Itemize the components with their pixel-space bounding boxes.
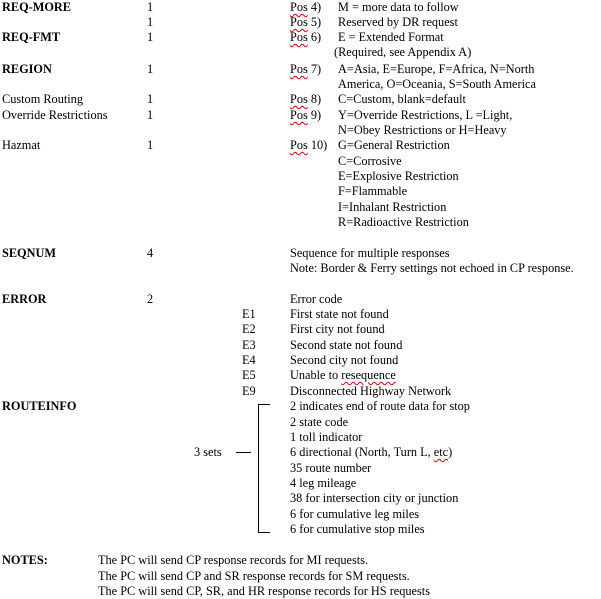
misspelled-word: etc — [433, 445, 449, 459]
field-position — [290, 62, 321, 77]
field-name: REGION — [2, 62, 52, 76]
error-description: Second state not found — [290, 338, 403, 352]
error-description: Disconnected Highway Network — [290, 384, 452, 398]
bracket-bottom — [258, 532, 270, 533]
error-code: E2 — [242, 322, 256, 336]
field-name: Custom Routing — [2, 92, 83, 106]
field-description: Y=Override Restrictions, L =Light, — [338, 108, 513, 122]
bracket-top — [258, 404, 270, 405]
field-length: 4 — [147, 246, 154, 260]
field-name: ERROR — [2, 292, 47, 306]
field-length: 1 — [147, 92, 154, 106]
field-description: Reserved by DR request — [338, 15, 458, 29]
field-name: ROUTEINFO — [2, 399, 77, 413]
field-description: E = Extended Format — [338, 30, 444, 44]
notes-label: NOTES: — [2, 553, 48, 567]
field-description: M = more data to follow — [338, 0, 459, 14]
field-description: Sequence for multiple responses — [290, 246, 450, 260]
field-length: 2 — [147, 292, 154, 306]
error-code: E9 — [242, 384, 256, 398]
pos-label: Pos — [290, 0, 308, 14]
misspelled-word: resequence — [341, 368, 396, 382]
field-description: F=Flammable — [338, 184, 408, 198]
field-name: SEQNUM — [2, 246, 56, 260]
field-description: America, O=Oceania, S=South America — [338, 77, 536, 91]
field-position — [290, 15, 321, 30]
error-description — [290, 368, 396, 383]
field-position — [290, 138, 327, 153]
pos-number: 4) — [310, 0, 322, 14]
route-item — [290, 445, 452, 460]
field-description: (Required, see Appendix A) — [334, 45, 472, 59]
route-item-text: 6 directional (North, Turn L, — [290, 445, 434, 459]
field-description: G=General Restriction — [338, 138, 450, 152]
pos-label: Pos — [290, 30, 308, 44]
error-code: E1 — [242, 307, 256, 321]
route-item: 2 state code — [290, 415, 349, 429]
pos-label: Pos — [290, 108, 308, 122]
error-description-text: Unable to — [290, 368, 342, 382]
route-item-text: ) — [448, 445, 453, 459]
field-note: Note: Border & Ferry settings not echoed in CP response. — [290, 261, 574, 275]
sets-bracket — [258, 404, 259, 532]
route-item: 35 route number — [290, 461, 372, 475]
pos-label: Pos — [290, 138, 308, 152]
pos-label: Pos — [290, 62, 308, 76]
field-description: N=Obey Restrictions or H=Heavy — [338, 123, 507, 137]
field-description: I=Inhalant Restriction — [338, 200, 447, 214]
pos-number: 5) — [310, 15, 322, 29]
field-name: Override Restrictions — [2, 108, 108, 122]
note-line: The PC will send CP response records for MI requests. — [98, 553, 369, 567]
error-code: E3 — [242, 338, 256, 352]
field-position — [290, 30, 321, 45]
field-length: 1 — [147, 30, 154, 44]
route-item: 2 indicates end of route data for stop — [290, 399, 470, 413]
error-code: E4 — [242, 353, 256, 367]
field-description: E=Explosive Restriction — [338, 169, 459, 183]
field-description: C=Corrosive — [338, 154, 402, 168]
field-description: R=Radioactive Restriction — [338, 215, 469, 229]
pos-label: Pos — [290, 15, 308, 29]
error-description: Second city not found — [290, 353, 399, 367]
pos-number: 7) — [310, 62, 322, 76]
field-length: 1 — [147, 138, 154, 152]
field-description: A=Asia, E=Europe, F=Africa, N=North — [338, 62, 535, 76]
field-position — [290, 0, 321, 15]
sets-label: 3 sets — [194, 445, 222, 459]
sets-connector — [236, 452, 251, 453]
route-item: 6 for cumulative stop miles — [290, 522, 425, 536]
note-line: The PC will send CP, SR, and HR response records for HS requests — [98, 584, 430, 598]
route-item: 6 for cumulative leg miles — [290, 507, 420, 521]
field-description: Error code — [290, 292, 343, 306]
field-name: REQ-FMT — [2, 30, 61, 44]
error-description: First state not found — [290, 307, 389, 321]
pos-number: 9) — [310, 108, 322, 122]
field-length: 1 — [147, 62, 154, 76]
route-item: 1 toll indicator — [290, 430, 363, 444]
error-code: E5 — [242, 368, 256, 382]
pos-number: 10) — [310, 138, 328, 152]
note-line: The PC will send CP and SR response records for SM requests. — [98, 569, 410, 583]
field-name: REQ-MORE — [2, 0, 71, 14]
field-length: 1 — [147, 15, 154, 29]
route-item: 4 leg mileage — [290, 476, 357, 490]
field-description: C=Custom, blank=default — [338, 92, 466, 106]
field-position — [290, 108, 321, 123]
field-length: 1 — [147, 108, 154, 122]
field-position — [290, 92, 321, 107]
field-name: Hazmat — [2, 138, 41, 152]
error-description: First city not found — [290, 322, 385, 336]
pos-number: 8) — [310, 92, 322, 106]
route-item: 38 for intersection city or junction — [290, 491, 459, 505]
pos-number: 6) — [310, 30, 322, 44]
field-length: 1 — [147, 0, 154, 14]
pos-label: Pos — [290, 92, 308, 106]
